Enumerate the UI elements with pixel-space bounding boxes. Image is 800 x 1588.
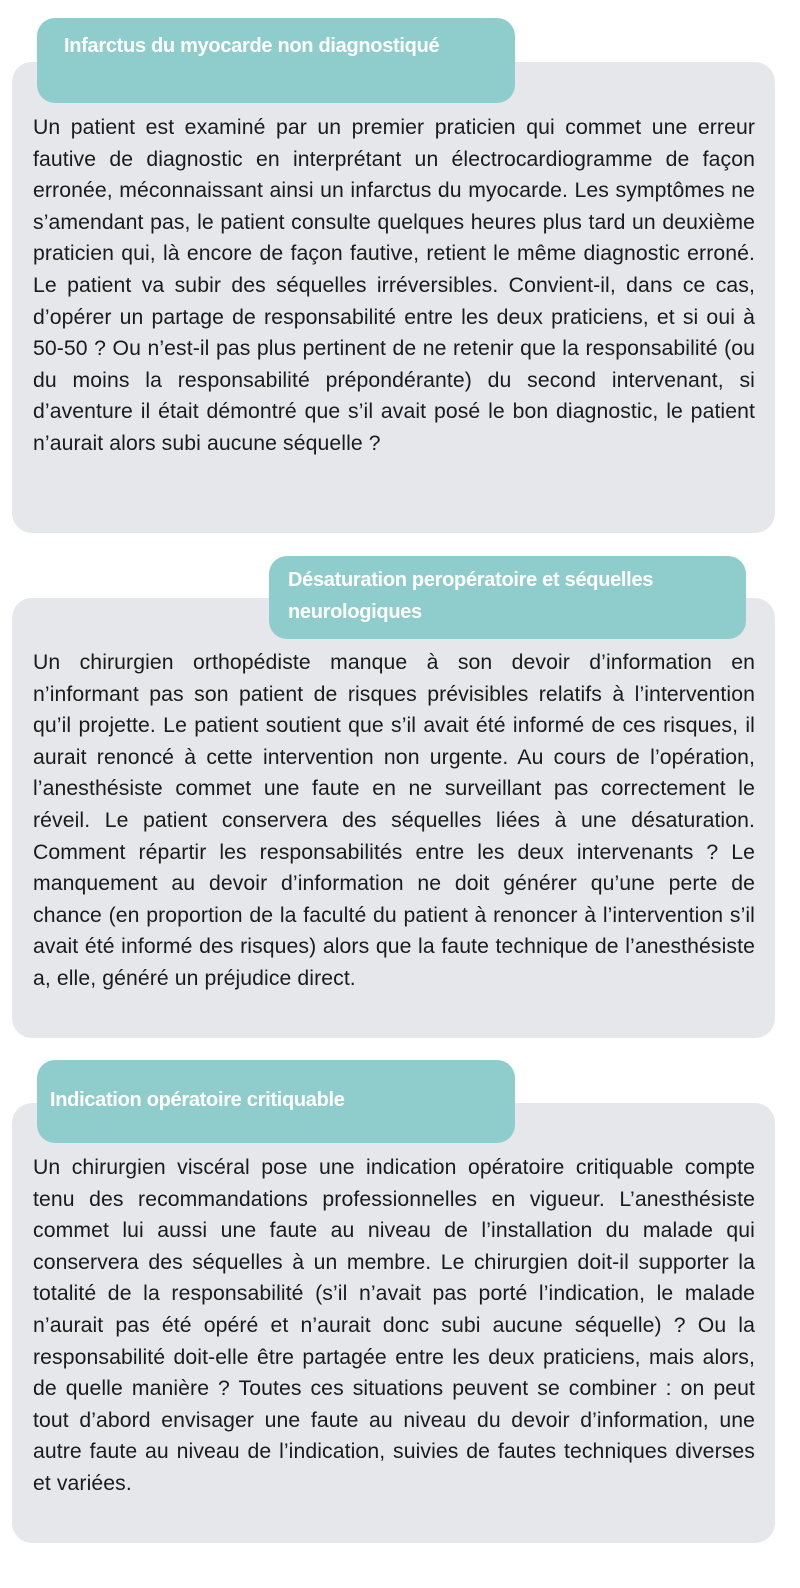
case-body-desaturation: Un chirurgien orthopédiste manque à son devoir d’information en n’informant pas son patient de risques prévisibles relatifs à l’intervention qu’il projette. Le patient soutient que s’il avait été informé de ces risques, il aurait renoncé à cette intervention non urgente. Au cours de l’opération, l’anesthésiste commet une faute en ne surveillant pas correctement le réveil. Le patient conservera des séquelles liées à une désaturation. Comment répartir les responsabilités entre les deux intervenants ? Le manquement au devoir d’information ne doit générer qu’une perte de chance (en proportion de la faculté du patient à renoncer à l’intervention s’il avait été informé des risques) alors que la faute technique de l’anesthésiste a, elle, généré un préjudice direct. bbox=[33, 651, 755, 990]
case-title-infarctus: Infarctus du myocarde non diagnostiqué bbox=[37, 18, 515, 103]
case-title-indication: Indication opératoire critiquable bbox=[37, 1060, 515, 1143]
case-body-infarctus: Un patient est examiné par un premier praticien qui commet une erreur fautive de diagnostic en interprétant un électrocardiogramme de façon erronée, méconnaissant ainsi un infarctus du myocarde. Les symptômes ne s’amendant pas, le patient consulte quelques heures plus tard un deuxième praticien qui, là encore de façon fautive, retient le même diagnostic erroné. Le patient va subir des séquelles irréversibles. Convient-il, dans ce cas, d’opérer un partage de responsabilité entre les deux praticiens, et si oui à 50-50 ? Ou n’est-il pas plus pertinent de ne retenir que la responsabilité (ou du moins la responsabilité prépondérante) du second intervenant, si d’aventure il était démontré que s’il avait posé le bon diagnostic, le patient n’aurait alors subi aucune séquelle ? bbox=[33, 116, 755, 455]
case-title-desaturation: Désaturation peropératoire et séquelles neurologiques bbox=[269, 556, 746, 639]
case-body-indication: Un chirurgien viscéral pose une indication opératoire critiquable compte tenu des recommandations professionnelles en vigueur. L’anesthésiste commet lui aussi une faute au niveau de l’installation du malade qui conservera des séquelles à un membre. Le chirurgien doit-il supporter la totalité de la responsabilité (s’il n’avait pas porté l’indication, le malade n’aurait pas été opéré et n’aurait donc subi aucune séquelle) ? Ou la responsabilité doit-elle être partagée entre les deux praticiens, mais alors, de quelle manière ? Toutes ces situations peuvent se combiner : on peut tout d’abord envisager une faute au niveau du devoir d’information, une autre faute au niveau de l’indication, suivies de fautes techniques diverses et variées. bbox=[33, 1156, 755, 1495]
